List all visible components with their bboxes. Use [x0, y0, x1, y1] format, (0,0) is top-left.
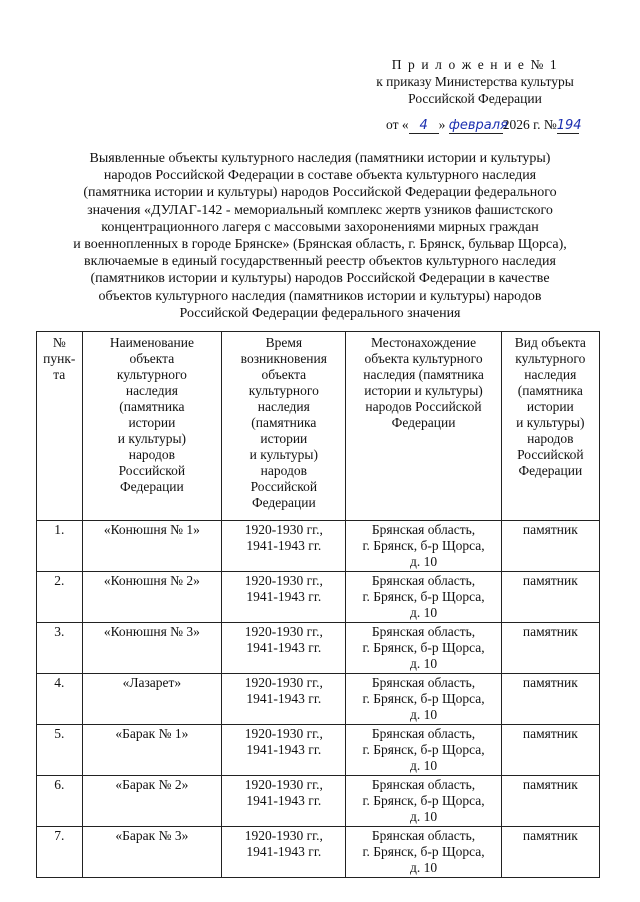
- date-prefix: от «: [386, 117, 409, 132]
- cell-time: 1920-1930 гг., 1941-1943 гг.: [222, 674, 346, 725]
- cell-time: 1920-1930 гг., 1941-1943 гг.: [222, 725, 346, 776]
- cell-name: «Барак № 1»: [82, 725, 222, 776]
- document-title: Выявленные объекты культурного наследия (памятники истории и культуры) народов Российской Федерации в составе объекта культурного наследия (памятника истории и культуры) народов Российской Федерации федерального значения «ДУЛАГ-142 - мемориальный комплекс жертв узников фашистского концентрационного лагеря с массовыми захоронениями мирных граждан и военнопленных в городе Брянске» (Брянская область, г. Брянск, бульвар Щорса), включаемые в единый государственный реестр объектов культурного наследия (памятников истории и культуры) народов Российской Федерации в качестве объектов культурного наследия (памятников истории и культуры) народов Российской Федерации федерального значения: [73, 151, 567, 321]
- cell-name: «Барак № 2»: [82, 776, 222, 827]
- table-row: [37, 572, 600, 623]
- cell-time: 1920-1930 гг., 1941-1943 гг.: [222, 572, 346, 623]
- cell-type: памятник: [501, 674, 599, 725]
- annex-header: [340, 56, 610, 107]
- cell-name: «Барак № 3»: [82, 827, 222, 878]
- header-type: Вид объекта культурного наследия (памятника истории и культуры) народов Российской Федерации: [501, 332, 599, 521]
- cell-name: «Лазарет»: [82, 674, 222, 725]
- cell-type: памятник: [501, 776, 599, 827]
- cell-type: памятник: [501, 725, 599, 776]
- handwritten-order-number: 194: [556, 118, 582, 133]
- cell-location: Брянская область, г. Брянск, б-р Щорса, д. 10: [346, 674, 501, 725]
- annex-ministry-line: Российской Федерации: [408, 91, 542, 106]
- cell-number: 3.: [37, 623, 83, 674]
- table-row: [37, 521, 600, 572]
- register-table: [36, 331, 600, 878]
- year-text: 2026 г. №: [502, 117, 557, 132]
- cell-time: 1920-1930 гг., 1941-1943 гг.: [222, 623, 346, 674]
- cell-type: памятник: [501, 521, 599, 572]
- table-row: [37, 674, 600, 725]
- cell-number: 6.: [37, 776, 83, 827]
- cell-number: 2.: [37, 572, 83, 623]
- cell-location: Брянская область, г. Брянск, б-р Щорса, д. 10: [346, 776, 501, 827]
- cell-name: «Конюшня № 1»: [82, 521, 222, 572]
- cell-location: Брянская область, г. Брянск, б-р Щорса, д. 10: [346, 623, 501, 674]
- handwritten-day: 4: [409, 118, 439, 134]
- cell-type: памятник: [501, 572, 599, 623]
- header-number: № пунк- та: [37, 332, 83, 521]
- date-separator: »: [438, 117, 446, 132]
- cell-time: 1920-1930 гг., 1941-1943 гг.: [222, 521, 346, 572]
- cell-location: Брянская область, г. Брянск, б-р Щорса, д. 10: [346, 725, 501, 776]
- annex-title: П р и л о ж е н и е № 1: [391, 57, 559, 72]
- cell-name: «Конюшня № 2»: [82, 572, 222, 623]
- cell-name: «Конюшня № 3»: [82, 623, 222, 674]
- cell-time: 1920-1930 гг., 1941-1943 гг.: [222, 776, 346, 827]
- cell-number: 5.: [37, 725, 83, 776]
- table-row: [37, 827, 600, 878]
- cell-type: памятник: [501, 623, 599, 674]
- table-header-row: [37, 332, 600, 521]
- cell-type: памятник: [501, 827, 599, 878]
- header-location: Местонахождение объекта культурного наследия (памятника истории и культуры) народов Российской Федерации: [346, 332, 501, 521]
- header-name: Наименование объекта культурного наследия (памятника истории и культуры) народов Российской Федерации: [82, 332, 222, 521]
- table-row: [37, 623, 600, 674]
- annex-order-line: к приказу Министерства культуры: [376, 74, 574, 89]
- handwritten-month: февраля: [448, 118, 508, 133]
- table-row: [37, 776, 600, 827]
- header-time: Время возникновения объекта культурного наследия (памятника истории и культуры) народов Российской Федерации: [222, 332, 346, 521]
- table-row: [37, 725, 600, 776]
- cell-location: Брянская область, г. Брянск, б-р Щорса, д. 10: [346, 827, 501, 878]
- cell-number: 7.: [37, 827, 83, 878]
- cell-time: 1920-1930 гг., 1941-1943 гг.: [222, 827, 346, 878]
- cell-location: Брянская область, г. Брянск, б-р Щорса, д. 10: [346, 572, 501, 623]
- cell-number: 1.: [37, 521, 83, 572]
- cell-number: 4.: [37, 674, 83, 725]
- cell-location: Брянская область, г. Брянск, б-р Щорса, д. 10: [346, 521, 501, 572]
- order-date-line: [386, 117, 586, 134]
